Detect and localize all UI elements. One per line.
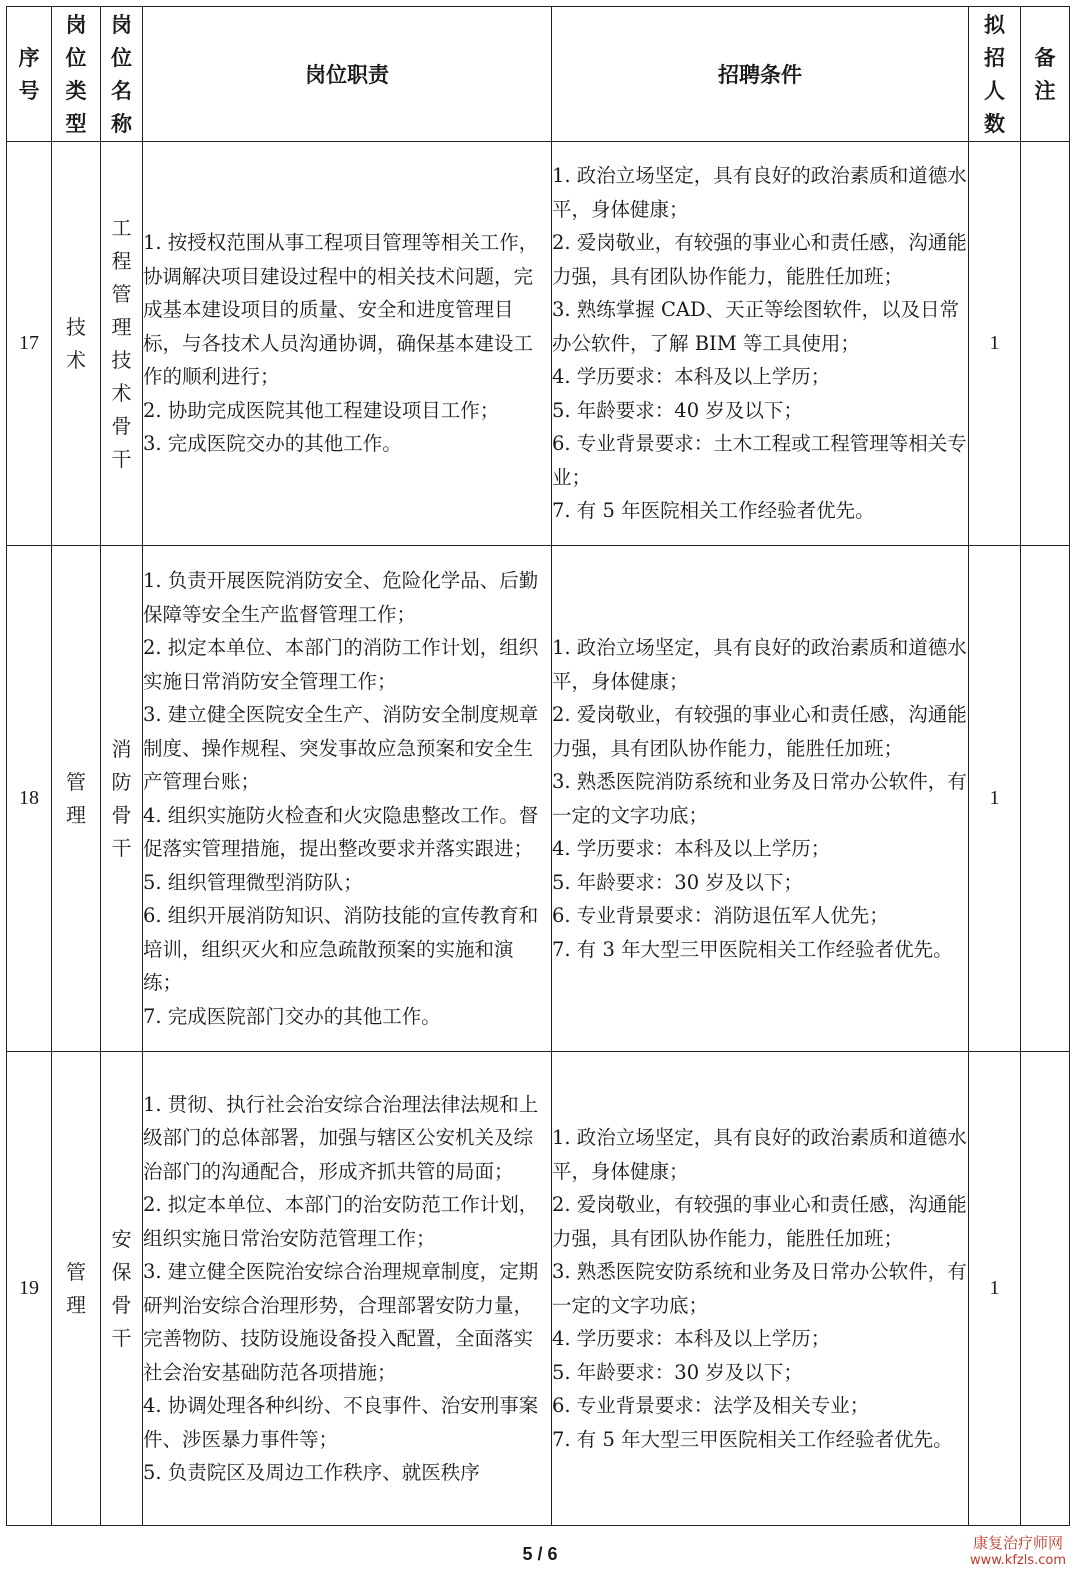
vertical-char: 名 [111,78,132,103]
vertical-char: 骨 [111,1292,132,1317]
recruitment-table [6,6,1070,1526]
row-seq: 19 [7,1052,52,1526]
row-count: 1 [969,142,1021,546]
list-item: 4. 学历要求：本科及以上学历； [552,1327,831,1350]
list-item: 3. 建立健全医院安全生产、消防安全制度规章制度、操作规程、突发事故应急预案和安全生产管理台账； [143,703,539,793]
list-item: 2. 爱岗敬业，有较强的事业心和责任感，沟通能力强，具有团队协作能力，能胜任加班； [552,1193,967,1250]
list-item: 1. 政治立场坚定，具有良好的政治素质和道德水平，身体健康； [552,164,967,221]
vertical-char: 注 [1034,78,1056,103]
table-row [7,142,1070,546]
watermark-name: 康复治疗师网 [972,1534,1063,1552]
list-item: 3. 建立健全医院治安综合治理规章制度，定期研判治安综合治理形势，合理部署安防力量，完善物防、技防设施设备投入配置，全面落实社会治安基础防范各项措施； [143,1260,539,1384]
list-item: 3. 熟练掌握 CAD、天正等绘图软件，以及日常办公软件，了解 BIM 等工具使用； [552,298,960,355]
list-item: 4. 协调处理各种纠纷、不良事件、治安刑事案件、涉医暴力事件等； [143,1394,539,1451]
row-duties [143,1052,552,1526]
list-item: 2. 协助完成医院其他工程建设项目工作； [143,398,500,422]
list-item: 4. 学历要求：本科及以上学历； [552,837,831,860]
row-seq: 18 [7,546,52,1052]
list-item: 5. 年龄要求：30 岁及以下； [552,870,803,894]
header-type [52,7,101,142]
row-conditions [552,1052,969,1526]
row-position-name [101,1052,143,1526]
vertical-char: 技 [111,347,132,372]
vertical-char: 拟 [984,12,1005,37]
list-item: 1. 政治立场坚定，具有良好的政治素质和道德水平，身体健康； [552,1126,967,1183]
header-duty: 岗位职责 [143,7,552,142]
vertical-char: 骨 [111,413,132,438]
row-conditions [552,142,969,546]
vertical-char: 消 [111,736,132,761]
vertical-char: 理 [111,314,132,339]
vertical-char: 岗 [111,12,132,37]
vertical-char: 型 [65,111,87,136]
list-item: 3. 熟悉医院安防系统和业务及日常办公软件，有一定的文字功底； [552,1260,967,1317]
row-note [1021,546,1070,1052]
list-item: 7. 有 5 年医院相关工作经验者优先。 [552,499,875,523]
row-count: 1 [969,1052,1021,1526]
table-header-row [7,7,1070,142]
vertical-char: 理 [66,1292,86,1317]
row-note [1021,1052,1070,1526]
row-position-name [101,546,143,1052]
header-seq [7,7,52,142]
list-item: 1. 按授权范围从事工程项目管理等相关工作，协调解决项目建设过程中的相关技术问题，完成基本建设项目的质量、安全和进度管理目标，与各技术人员沟通协调，确保基本建设工作的顺利进行； [143,231,539,389]
header-count [969,7,1021,142]
row-conditions [552,546,969,1052]
list-item: 4. 学历要求：本科及以上学历； [552,365,831,389]
watermark-logo [970,1534,1066,1570]
list-item: 1. 贯彻、执行社会治安综合治理法律法规和上级部门的总体部署，加强与辖区公安机关及综治部门的沟通配合，形成齐抓共管的局面； [143,1092,539,1183]
vertical-char: 干 [111,1325,132,1350]
list-item: 6. 专业背景要求：法学及相关专业； [552,1394,870,1417]
vertical-char: 干 [111,446,132,471]
table-row [7,546,1070,1052]
vertical-char: 序 [18,45,40,70]
list-item: 2. 爱岗敬业，有较强的事业心和责任感，沟通能力强，具有团队协作能力，能胜任加班； [552,703,967,760]
list-item: 6. 专业背景要求：消防退伍军人优先； [552,904,889,927]
row-position-name [101,142,143,546]
vertical-char: 术 [111,380,132,405]
list-item: 5. 年龄要求：30 岁及以下； [552,1360,803,1384]
row-note [1021,142,1070,546]
vertical-char: 位 [111,45,132,70]
list-item: 2. 拟定本单位、本部门的治安防范工作计划，组织实施日常治安防范管理工作； [143,1193,539,1250]
header-note [1021,7,1070,142]
table-row [7,1052,1070,1526]
vertical-char: 位 [65,45,87,70]
vertical-char: 术 [66,347,86,372]
vertical-char: 工 [111,215,132,240]
list-item: 1. 负责开展医院消防安全、危险化学品、后勤保障等安全生产监督管理工作； [143,569,539,626]
row-duties [143,546,552,1052]
vertical-char: 安 [111,1226,132,1251]
list-item: 6. 专业背景要求：土木工程或工程管理等相关专业； [552,432,967,489]
row-count: 1 [969,546,1021,1052]
vertical-char: 管 [66,769,86,794]
vertical-char: 数 [984,111,1005,136]
vertical-char: 保 [111,1259,132,1284]
row-duties [143,142,552,546]
watermark-url: www.kfzls.com [969,1553,1066,1568]
vertical-char: 干 [111,835,132,860]
row-type [52,546,101,1052]
list-item: 5. 负责院区及周边工作秩序、就医秩序 [143,1461,480,1484]
list-item: 7. 完成医院部门交办的其他工作。 [143,1004,441,1028]
vertical-char: 骨 [111,802,132,827]
vertical-char: 类 [65,78,87,103]
vertical-char: 号 [18,78,40,103]
vertical-char: 管 [111,281,132,306]
list-item: 5. 年龄要求：40 岁及以下； [552,398,803,422]
list-item: 3. 完成医院交办的其他工作。 [143,432,402,456]
vertical-char: 管 [66,1259,86,1284]
row-type [52,142,101,546]
vertical-char: 技 [66,314,86,339]
list-item: 7. 有 3 年大型三甲医院相关工作经验者优先。 [552,937,953,961]
list-item: 6. 组织开展消防知识、消防技能的宣传教育和培训，组织灭火和应急疏散预案的实施和演练； [143,904,539,994]
list-item: 4. 组织实施防火检查和火灾隐患整改工作。督促落实管理措施，提出整改要求并落实跟进； [143,803,539,860]
list-item: 5. 组织管理微型消防队； [143,870,363,894]
list-item: 7. 有 5 年大型三甲医院相关工作经验者优先。 [552,1427,953,1451]
list-item: 3. 熟悉医院消防系统和业务及日常办公软件，有一定的文字功底； [552,770,967,827]
vertical-char: 招 [984,45,1005,70]
vertical-char: 人 [984,78,1005,103]
header-conditions: 招聘条件 [552,7,969,142]
vertical-char: 理 [66,802,86,827]
list-item: 1. 政治立场坚定，具有良好的政治素质和道德水平，身体健康； [552,636,967,693]
row-seq: 17 [7,142,52,546]
header-name [101,7,143,142]
page-number: 5 / 6 [522,1544,558,1564]
list-item: 2. 爱岗敬业，有较强的事业心和责任感，沟通能力强，具有团队协作能力，能胜任加班； [552,231,967,288]
list-item: 2. 拟定本单位、本部门的消防工作计划，组织实施日常消防安全管理工作； [143,636,539,693]
vertical-char: 称 [111,111,132,136]
row-type [52,1052,101,1526]
vertical-char: 备 [1034,45,1056,70]
vertical-char: 防 [111,769,132,794]
vertical-char: 岗 [65,12,87,37]
vertical-char: 程 [111,248,132,273]
